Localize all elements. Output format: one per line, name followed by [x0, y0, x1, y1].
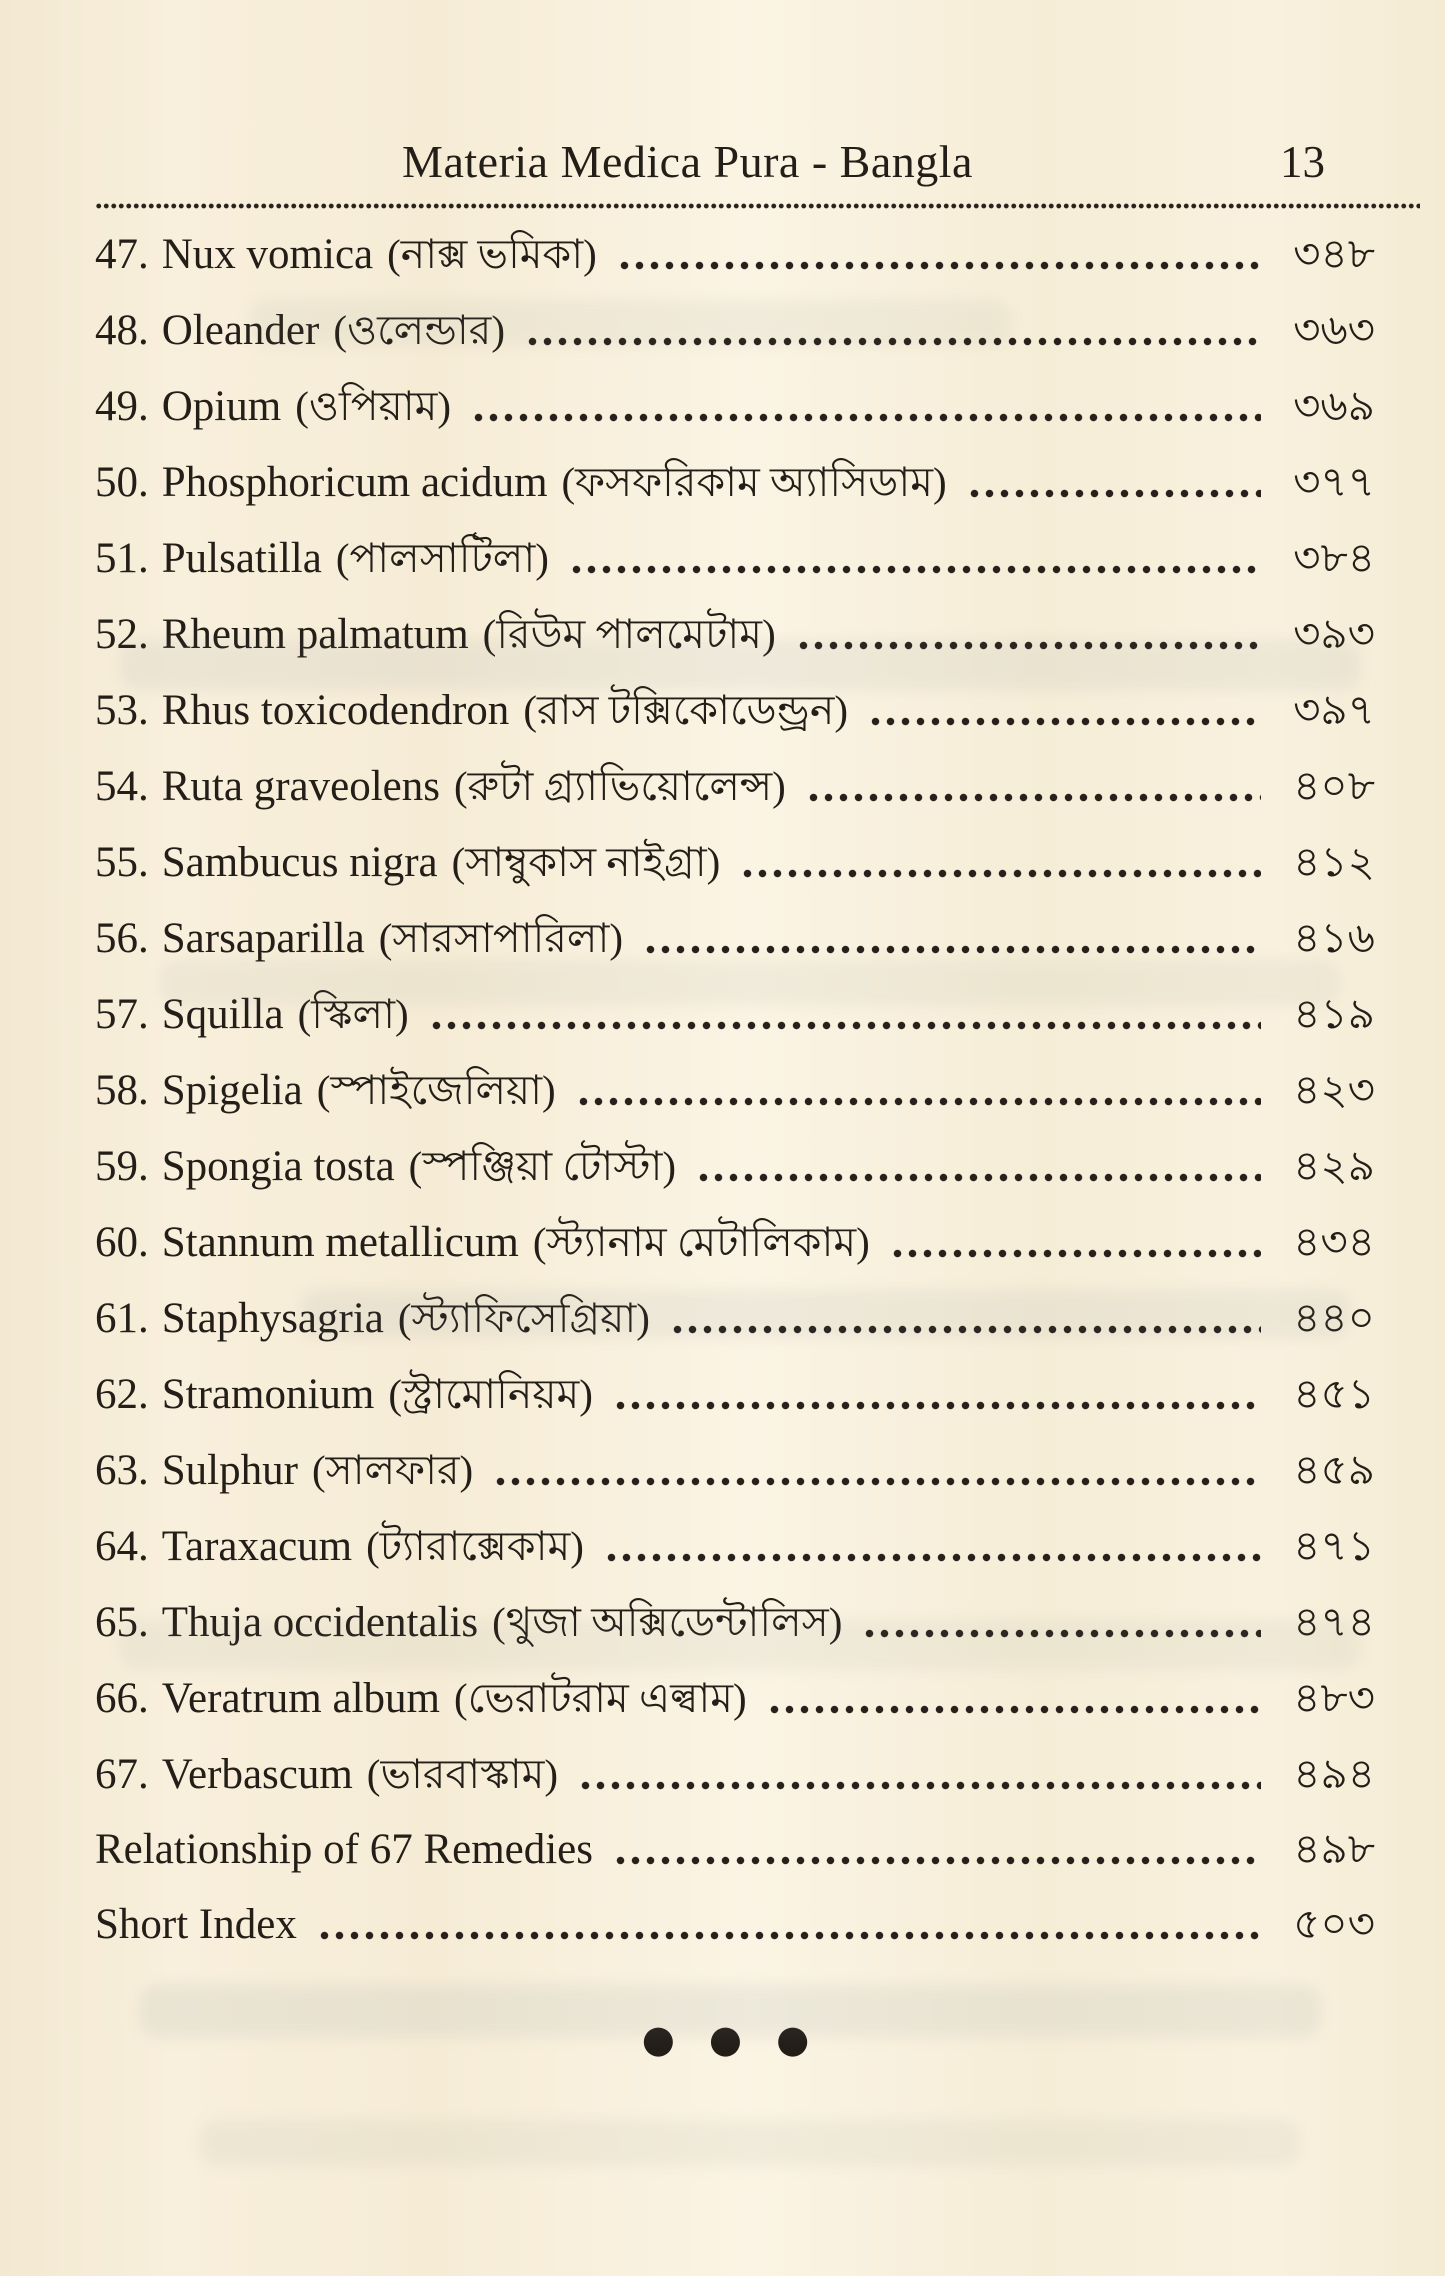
entry-number: 65.: [95, 1599, 149, 1646]
entry-name: Veratrum album: [161, 1675, 440, 1722]
entry-bengali-name: (ভেরাটরাম এল্বাম): [453, 1675, 747, 1721]
toc-entry: [95, 1064, 1375, 1117]
toc-entry: [95, 1748, 1375, 1801]
dot-leader: [641, 943, 1261, 956]
entry-name: Spigelia: [161, 1067, 303, 1114]
entry-page-number: ৪৭১: [1293, 1524, 1375, 1570]
entry-bengali-name: (পালসাটিলা): [335, 535, 549, 581]
toc-entry: [95, 760, 1375, 813]
entry-number: 51.: [95, 535, 149, 582]
toc-entry: [95, 684, 1375, 737]
entry-name: Spongia tosta: [161, 1143, 395, 1190]
entry-number: 58.: [95, 1067, 149, 1114]
entry-page-number: ৪৮৩: [1293, 1676, 1375, 1722]
toc-entry: [95, 988, 1375, 1041]
entry-page-number: ৪১২: [1293, 840, 1375, 886]
toc-entry: [95, 1520, 1375, 1573]
entry-bengali-name: (সালফার): [311, 1447, 474, 1493]
toc-entry: [95, 1899, 1375, 1951]
entry-name: Squilla: [161, 991, 284, 1038]
toc-entry: [95, 1140, 1375, 1193]
entry-page-number: ৪৫১: [1293, 1372, 1375, 1418]
entry-bengali-name: (ওলেন্ডার): [333, 307, 506, 353]
entry-number: 47.: [95, 231, 149, 278]
entry-name: Opium: [161, 383, 282, 430]
toc-entry: [95, 1292, 1375, 1345]
toc-entry: [95, 304, 1375, 357]
entry-name: Staphysagria: [161, 1295, 384, 1342]
entry-page-number: ৪২৯: [1293, 1144, 1375, 1190]
toc-entry: [95, 608, 1375, 661]
dot-leader: [611, 1399, 1261, 1412]
dot-leader: [602, 1551, 1261, 1564]
toc-entry: [95, 1824, 1375, 1876]
dot-leader: [694, 1171, 1261, 1184]
entry-page-number: ৩৪৮: [1293, 232, 1375, 278]
entry-bengali-name: (স্ট্যাফিসেগ্রিয়া): [397, 1295, 650, 1341]
dot-leader: [804, 791, 1261, 804]
entry-number: 67.: [95, 1751, 149, 1798]
toc-entry: [95, 836, 1375, 889]
toc-entry: [95, 532, 1375, 585]
toc-entry: [95, 912, 1375, 965]
entry-page-number: ৪২৩: [1293, 1068, 1375, 1114]
entry-number: 50.: [95, 459, 149, 506]
entry-name: Pulsatilla: [161, 535, 322, 582]
dot-leader: [965, 487, 1261, 500]
entry-bengali-name: (ফসফরিকাম অ্যাসিডাম): [561, 459, 947, 505]
entry-number: 49.: [95, 383, 149, 430]
entry-name: Ruta graveolens: [161, 763, 440, 810]
entry-bengali-name: (ভারবাস্কাম): [366, 1751, 558, 1797]
entry-page-number: ৩৭৭: [1293, 460, 1375, 506]
dot-leader: [523, 335, 1261, 348]
bleed-through-texture: [200, 2120, 1300, 2166]
entry-page-number: ৩৬৯: [1293, 384, 1375, 430]
entry-name: Nux vomica: [161, 231, 374, 278]
entry-page-number: ৪৫৯: [1293, 1448, 1375, 1494]
toc-entry: [95, 456, 1375, 509]
entry-bengali-name: (সাম্বুকাস নাইগ্রা): [451, 839, 721, 885]
toc-entry: [95, 1216, 1375, 1269]
entry-bengali-name: (স্পঞ্জিয়া টোস্টা): [408, 1143, 677, 1189]
end-of-contents-mark: ●●●: [641, 2017, 844, 2061]
entry-name: Stannum metallicum: [161, 1219, 519, 1266]
entry-page-number: ৪৯৮: [1293, 1827, 1375, 1873]
entry-name: Sulphur: [161, 1447, 298, 1494]
entry-page-number: ৪৭৪: [1293, 1600, 1375, 1646]
entry-page-number: ৩৬৩: [1293, 308, 1375, 354]
dot-leader: [469, 411, 1261, 424]
entry-number: 48.: [95, 307, 149, 354]
entry-page-number: ৩৮৪: [1293, 536, 1375, 582]
entry-number: 55.: [95, 839, 149, 886]
entry-page-number: ৪৯৪: [1293, 1752, 1375, 1798]
entry-page-number: ৩৯৭: [1293, 688, 1375, 734]
entry-name: Verbascum: [161, 1751, 353, 1798]
entry-name: Sambucus nigra: [161, 839, 438, 886]
entry-name: Taraxacum: [161, 1523, 353, 1570]
entry-name: Thuja occidentalis: [161, 1599, 479, 1646]
entry-page-number: ৪৪০: [1293, 1296, 1375, 1342]
dot-leader: [611, 1854, 1261, 1867]
toc-entry: [95, 1596, 1375, 1649]
toc-list: [0, 210, 1445, 1951]
entry-number: 64.: [95, 1523, 149, 1570]
entry-bengali-name: (স্ট্যানাম মেটালিকাম): [532, 1219, 870, 1265]
entry-name: Oleander: [161, 307, 320, 354]
dot-leader: [576, 1779, 1261, 1792]
entry-number: 61.: [95, 1295, 149, 1342]
entry-page-number: ৪১৬: [1293, 916, 1375, 962]
entry-bengali-name: (ওপিয়াম): [295, 383, 452, 429]
entry-number: 60.: [95, 1219, 149, 1266]
entry-number: 59.: [95, 1143, 149, 1190]
toc-entry: [95, 380, 1375, 433]
entry-number: 53.: [95, 687, 149, 734]
entry-number: 63.: [95, 1447, 149, 1494]
toc-entry: [95, 1672, 1375, 1725]
dot-leader: [668, 1323, 1261, 1336]
entry-bengali-name: (থুজা অক্সিডেন্টালিস): [492, 1599, 843, 1645]
book-title: Materia Medica Pura - Bangla: [402, 136, 973, 187]
dot-leader: [860, 1627, 1261, 1640]
entry-bengali-name: (রিউম পালমেটাম): [482, 611, 776, 657]
dot-leader: [738, 867, 1261, 880]
entry-name: Rhus toxicodendron: [161, 687, 510, 734]
entry-name: Stramonium: [161, 1371, 375, 1418]
dot-leader: [765, 1703, 1261, 1716]
entry-bengali-name: (স্ট্রামোনিয়ম): [388, 1371, 593, 1417]
dot-leader: [866, 715, 1261, 728]
entry-name: Rheum palmatum: [161, 611, 469, 658]
dot-leader: [427, 1019, 1261, 1032]
entry-number: 57.: [95, 991, 149, 1038]
entry-number: 56.: [95, 915, 149, 962]
entry-name: Phosphoricum acidum: [161, 459, 548, 506]
dot-leader: [574, 1095, 1261, 1108]
dot-leader: [794, 639, 1261, 652]
entry-name: Relationship of 67 Remedies: [95, 1826, 594, 1873]
entry-page-number: ৪১৯: [1293, 992, 1375, 1038]
entry-bengali-name: (নাক্স ভমিকা): [387, 231, 597, 277]
dot-leader: [888, 1247, 1261, 1260]
entry-bengali-name: (ট্যারাক্সেকাম): [366, 1523, 584, 1569]
entry-bengali-name: (স্কিলা): [297, 991, 409, 1037]
entry-number: 54.: [95, 763, 149, 810]
entry-number: 62.: [95, 1371, 149, 1418]
dot-leader: [491, 1475, 1261, 1488]
entry-page-number: ৪০৮: [1293, 764, 1375, 810]
toc-entry: [95, 1444, 1375, 1497]
entry-page-number: ৫০৩: [1293, 1902, 1375, 1948]
page-header: [0, 0, 1445, 188]
entry-page-number: ৩৯৩: [1293, 612, 1375, 658]
entry-number: 52.: [95, 611, 149, 658]
entry-page-number: ৪৩৪: [1293, 1220, 1375, 1266]
toc-entry: [95, 1368, 1375, 1421]
dot-leader: [615, 259, 1261, 272]
dot-leader: [567, 563, 1261, 576]
entry-bengali-name: (রুটা গ্র্যাভিয়োলেন্স): [453, 763, 786, 809]
entry-name: Sarsaparilla: [161, 915, 365, 962]
page-number: 13: [1280, 137, 1325, 187]
dot-leader: [315, 1929, 1261, 1942]
header-divider: [95, 202, 1420, 210]
toc-entry: [95, 228, 1375, 281]
entry-bengali-name: (সারসাপারিলা): [378, 915, 623, 961]
entry-number: 66.: [95, 1675, 149, 1722]
entry-name: Short Index: [95, 1901, 297, 1948]
entry-bengali-name: (স্পাইজেলিয়া): [316, 1067, 556, 1113]
entry-bengali-name: (রাস টক্সিকোডেন্ড্রন): [523, 687, 848, 733]
